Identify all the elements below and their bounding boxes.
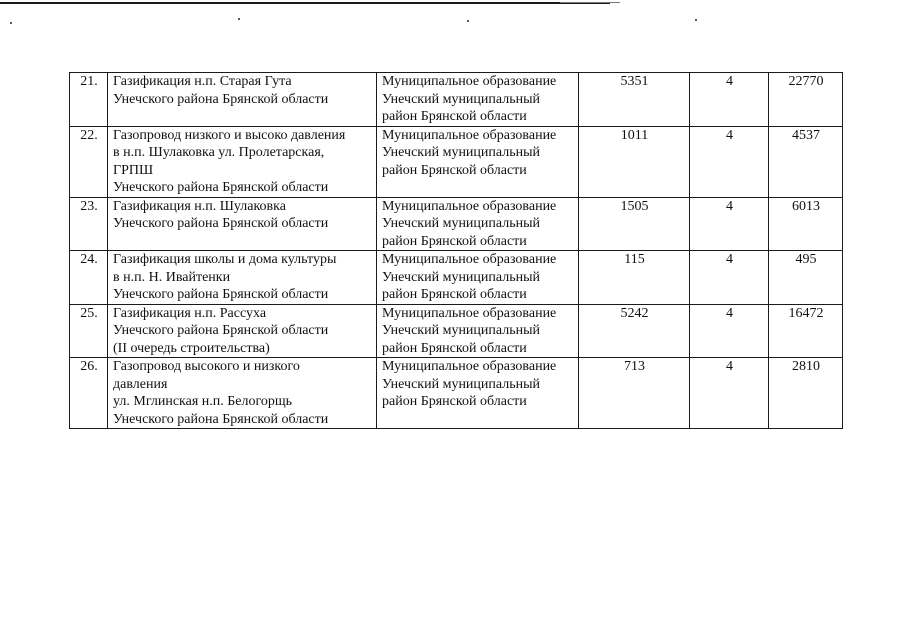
project-name-line: Унечского района Брянской области [113,323,329,338]
row-number: 22. [70,126,108,197]
organization-line: Муниципальное образование [382,359,557,374]
value-c-cell: 4537 [769,126,843,197]
scan-speck [467,20,469,22]
organization-line: район Брянской области [382,340,527,356]
value-c-cell: 22770 [769,73,843,127]
project-name-line: ул. Мглинская н.п. Белогорщь [113,394,293,409]
value-a-cell: 1011 [579,126,690,197]
project-name-line: Газификация школы и дома культуры [113,252,337,267]
table-row [70,251,843,305]
organization-cell [377,197,579,251]
row-number: 26. [70,358,108,429]
project-name-line: Газификация н.п. Старая Гута [113,74,292,89]
value-c-cell: 495 [769,251,843,305]
gasification-table [69,72,843,429]
organization-line: район Брянской области [382,287,527,302]
value-a-cell: 5242 [579,304,690,358]
organization-line: Муниципальное образование [382,252,557,267]
project-name-line: Газопровод высокого и низкого [113,359,300,374]
table-body [70,73,843,429]
organization-line: район Брянской области [382,162,527,178]
value-a-cell: 5351 [579,73,690,127]
organization-line: Унечский муниципальный [382,323,540,338]
organization-line: район Брянской области [382,109,527,124]
table-row [70,197,843,251]
value-b-cell: 4 [690,251,769,305]
value-c-cell: 6013 [769,197,843,251]
organization-line: Муниципальное образование [382,305,557,321]
organization-line: Унечский муниципальный [382,91,540,107]
value-b-cell: 4 [690,304,769,358]
organization-cell [377,73,579,127]
value-a-cell: 713 [579,358,690,429]
scan-top-rule [0,2,610,4]
project-name-line: Газификация н.п. Рассуха [113,305,267,321]
organization-line: район Брянской области [382,233,527,249]
scan-top-rule-fade [560,2,620,3]
project-name-line: Газификация н.п. Шулаковка [113,198,286,214]
row-number: 24. [70,251,108,305]
organization-cell [377,358,579,429]
project-name-cell [108,251,377,305]
organization-cell [377,126,579,197]
table-row [70,126,843,197]
project-name-cell [108,73,377,127]
organization-cell [377,251,579,305]
organization-line: Унечский муниципальный [382,269,540,285]
organization-line: Унечский муниципальный [382,145,540,160]
organization-line: район Брянской области [382,394,527,409]
value-b-cell: 4 [690,126,769,197]
project-name-line: ГРПШ [113,162,154,178]
project-name-line: Унечского района Брянской области [113,216,329,231]
project-name-line: Унечского района Брянской области [113,411,329,427]
project-name-line: Унечского района Брянской области [113,180,329,195]
value-b-cell: 4 [690,197,769,251]
table-row [70,358,843,429]
project-name-cell [108,304,377,358]
project-name-line: Газопровод низкого и высоко давления [113,127,346,143]
project-name-line: (II очередь строительства) [113,340,270,356]
scan-speck [238,18,240,20]
table-row [70,73,843,127]
table-row [70,304,843,358]
value-b-cell: 4 [690,358,769,429]
project-name-line: Унечского района Брянской области [113,287,329,302]
organization-line: Унечский муниципальный [382,216,540,231]
row-number: 21. [70,73,108,127]
organization-line: Муниципальное образование [382,198,557,214]
organization-cell [377,304,579,358]
project-name-cell [108,197,377,251]
organization-line: Муниципальное образование [382,127,557,143]
value-a-cell: 1505 [579,197,690,251]
value-c-cell: 16472 [769,304,843,358]
row-number: 25. [70,304,108,358]
scan-speck [10,22,12,24]
project-name-cell [108,358,377,429]
value-c-cell: 2810 [769,358,843,429]
project-name-line: Унечского района Брянской области [113,91,329,107]
project-name-line: в н.п. Шулаковка ул. Пролетарская, [113,145,325,160]
organization-line: Муниципальное образование [382,74,557,89]
project-name-line: давления [113,376,168,392]
organization-line: Унечский муниципальный [382,376,540,392]
row-number: 23. [70,197,108,251]
project-name-cell [108,126,377,197]
value-b-cell: 4 [690,73,769,127]
value-a-cell: 115 [579,251,690,305]
scan-speck [695,19,697,21]
project-name-line: в н.п. Н. Ивайтенки [113,269,231,285]
